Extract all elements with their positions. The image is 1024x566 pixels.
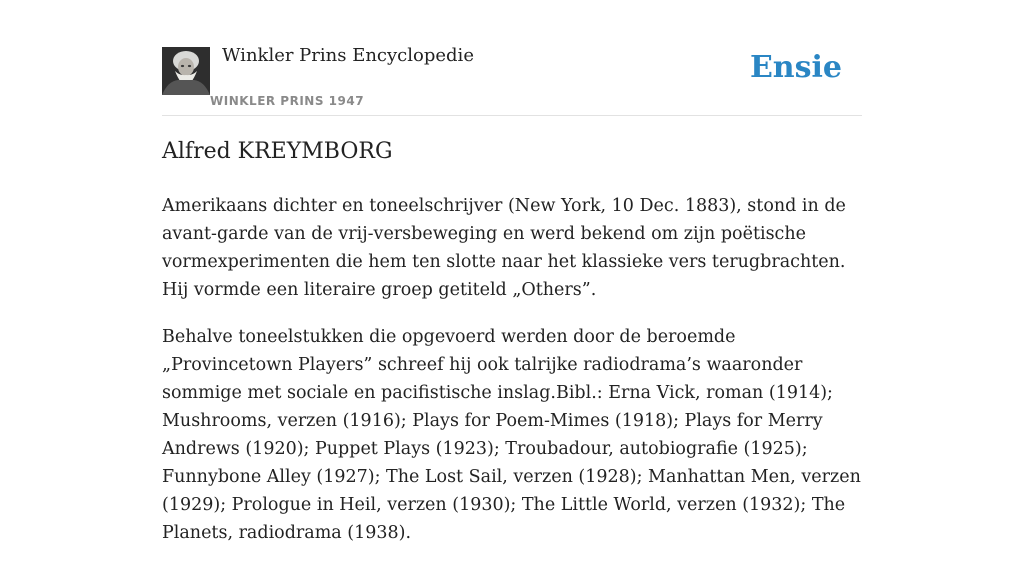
article-title: Alfred KREYMBORG <box>162 139 393 164</box>
source-name[interactable]: Winkler Prins Encyclopedie <box>222 45 474 66</box>
bearded-man-portrait-icon <box>162 47 210 95</box>
source-header <box>162 0 862 116</box>
article-paragraph: Amerikaans dichter en toneelschrijver (New York, 10 Dec. 1883), stond in de avant-garde van de vrij-versbeweging en werd bekend om zijn poëtische vormexperimenten die hem ten slotte naar het klassieke vers terugbrachten. Hij vormde een literaire groep getiteld „Others”. <box>162 196 846 300</box>
article-body <box>162 192 862 566</box>
brand-logo[interactable]: Ensie <box>749 50 842 85</box>
source-edition: WINKLER PRINS 1947 <box>210 94 365 108</box>
source-avatar[interactable] <box>162 47 210 95</box>
article-paragraph: Behalve toneelstukken die opgevoerd werden door de beroemde „Provincetown Players” schreef hij ook talrijke radiodrama’s waaronder sommige met sociale en pacifistische inslag.Bibl.: Erna Vick, roman (1914); Mushrooms, verzen (1916); Plays for Poem-Mimes (1918); Plays for Merry Andrews (1920); Puppet Plays (1923); Troubadour, autobiografie (1925); Funnybone Alley (1927); The Lost Sail, verzen (1928); Manhattan Men, verzen (1929); Prologue in Heil, verzen (1930); The Little World, verzen (1932); The Planets, radiodrama (1938). <box>162 327 861 543</box>
